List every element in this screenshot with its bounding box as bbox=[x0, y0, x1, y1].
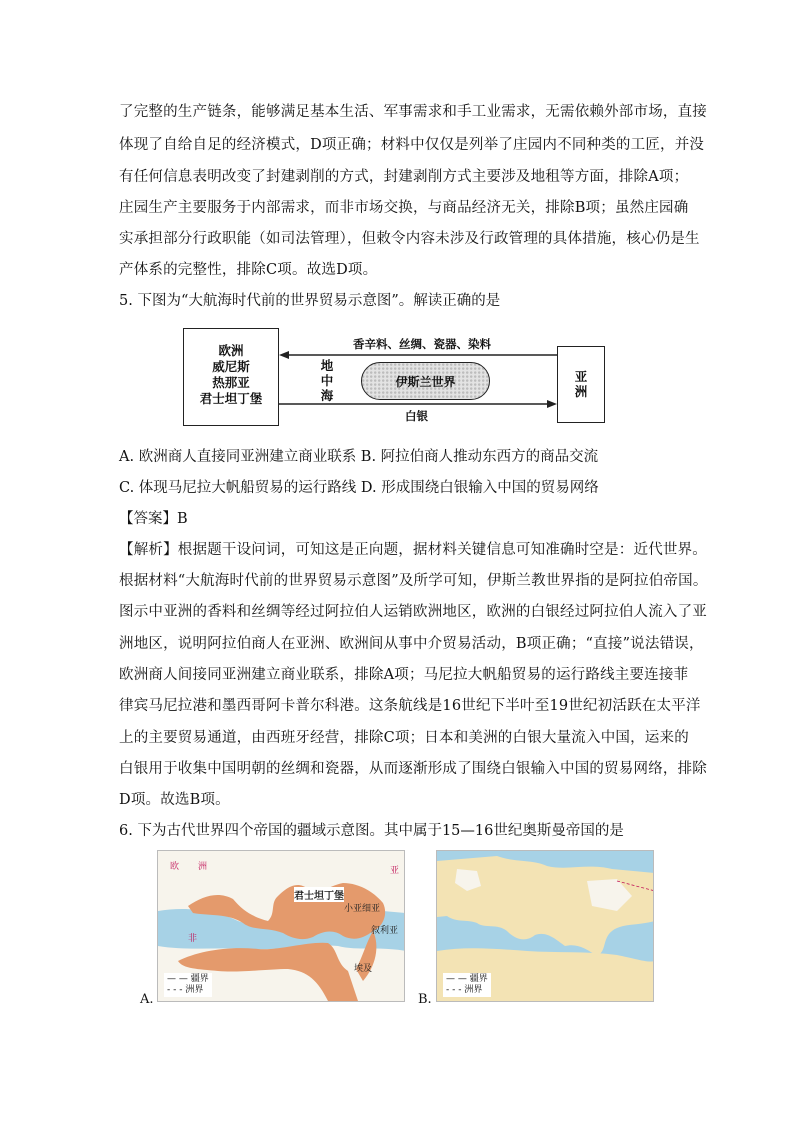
map-a-label: 埃及 bbox=[354, 964, 373, 974]
q5-options-cd: C. 体现马尼拉大帆船贸易的运行路线 D. 形成围绕白银输入中国的贸易网络 bbox=[119, 480, 599, 496]
map-a-legend bbox=[164, 973, 212, 997]
asia-label: 亚洲 bbox=[574, 369, 588, 399]
analysis-line: 欧洲商人间接同亚洲建立商业联系，排除A项；马尼拉大帆船贸易的运行路线主要连接菲 bbox=[119, 667, 689, 683]
q5-options-ab: A. 欧洲商人直接同亚洲建立商业联系 B. 阿拉伯商人推动东西方的商品交流 bbox=[119, 449, 599, 465]
text-line: 有任何信息表明改变了封建剥削的方式，封建剥削方式主要涉及地租等方面，排除A项； bbox=[119, 169, 689, 185]
map-a-label: 小亚细亚 bbox=[344, 904, 381, 914]
analysis-line: 根据材料“大航海时代前的世界贸易示意图”及所学可知，伊斯兰教世界指的是阿拉伯帝国。 bbox=[119, 573, 708, 589]
trade-diagram bbox=[183, 328, 605, 428]
map-a-label: 欧 bbox=[170, 862, 180, 872]
q5-answer: 【答案】B bbox=[119, 511, 188, 527]
map-a-label: 叙利亚 bbox=[371, 926, 399, 936]
map-a bbox=[157, 850, 405, 1002]
sea-label: 地中海 bbox=[320, 358, 334, 403]
legend-row: - - - 洲界 bbox=[167, 985, 204, 995]
option-b-label: B. bbox=[418, 992, 432, 1007]
map-b-legend bbox=[443, 973, 491, 997]
map-a-label: 亚 bbox=[390, 866, 400, 876]
center-label: 伊斯兰世界 bbox=[395, 374, 456, 389]
arrowhead-left bbox=[279, 351, 289, 359]
text-line: 产体系的完整性，排除C项。故选D项。 bbox=[119, 262, 378, 278]
box-line: 欧洲 bbox=[218, 343, 244, 358]
analysis-line: 白银用于收集中国明朝的丝绸和瓷器，从而逐渐形成了围绕白银输入中国的贸易网络，排除 bbox=[119, 761, 707, 777]
analysis-line: 【解析】根据题干设问词，可知这是正向题，据材料关键信息可知准确时空是：近代世界。 bbox=[119, 542, 707, 558]
text-line: 实承担部分行政职能（如司法管理），但敕令内容未涉及行政管理的具体措施，核心仍是生 bbox=[119, 231, 700, 247]
map-a-label-constantinople: 君士坦丁堡 bbox=[294, 887, 344, 902]
question-6-stem: 6. 下为古代世界四个帝国的疆域示意图。其中属于15—16世纪奥斯曼帝国的是 bbox=[119, 823, 624, 839]
map-a-label: 非 bbox=[188, 934, 198, 944]
legend-row: - - - 洲界 bbox=[446, 985, 483, 995]
question-5-stem: 5. 下图为“大航海时代前的世界贸易示意图”。解读正确的是 bbox=[119, 293, 501, 309]
analysis-line: 上的主要贸易通道，由西班牙经营，排除C项；日本和美洲的白银大量流入中国，运来的 bbox=[119, 730, 689, 746]
text-line: 了完整的生产链条，能够满足基本生活、军事需求和手工业需求，无需依赖外部市场，直接 bbox=[119, 104, 707, 120]
analysis-line: D项。故选B项。 bbox=[119, 792, 230, 808]
box-line: 君士坦丁堡 bbox=[199, 391, 263, 406]
analysis-line: 洲地区，说明阿拉伯商人在亚洲、欧洲间从事中介贸易活动，B项正确；“直接”说法错误， bbox=[119, 636, 704, 652]
legend-row: — — 疆界 bbox=[446, 974, 488, 984]
box-line: 热那亚 bbox=[212, 375, 250, 390]
map-a-label: 洲 bbox=[198, 862, 208, 872]
map-b bbox=[436, 850, 654, 1002]
goods-label: 香辛料、丝绸、瓷器、染料 bbox=[353, 337, 491, 351]
arrowhead-right bbox=[547, 400, 557, 408]
box-line: 威尼斯 bbox=[212, 359, 250, 374]
silver-label: 白银 bbox=[405, 409, 428, 423]
legend-row: — — 疆界 bbox=[167, 974, 209, 984]
islamic-world-ellipse bbox=[361, 362, 490, 400]
text-line: 庄园生产主要服务于内部需求，而非市场交换，与商品经济无关，排除B项；虽然庄园确 bbox=[119, 200, 689, 216]
text-line: 体现了自给自足的经济模式，D项正确；材料中仅仅是列举了庄园内不同种类的工匠，并没 bbox=[119, 137, 705, 153]
analysis-line: 律宾马尼拉港和墨西哥阿卡普尔科港。这条航线是16世纪下半叶至19世纪初活跃在太平洋 bbox=[119, 698, 701, 714]
analysis-line: 图示中亚洲的香料和丝绸等经过阿拉伯人运销欧洲地区，欧洲的白银经过阿拉伯人流入了亚 bbox=[119, 604, 707, 620]
option-a-label: A. bbox=[140, 992, 154, 1007]
